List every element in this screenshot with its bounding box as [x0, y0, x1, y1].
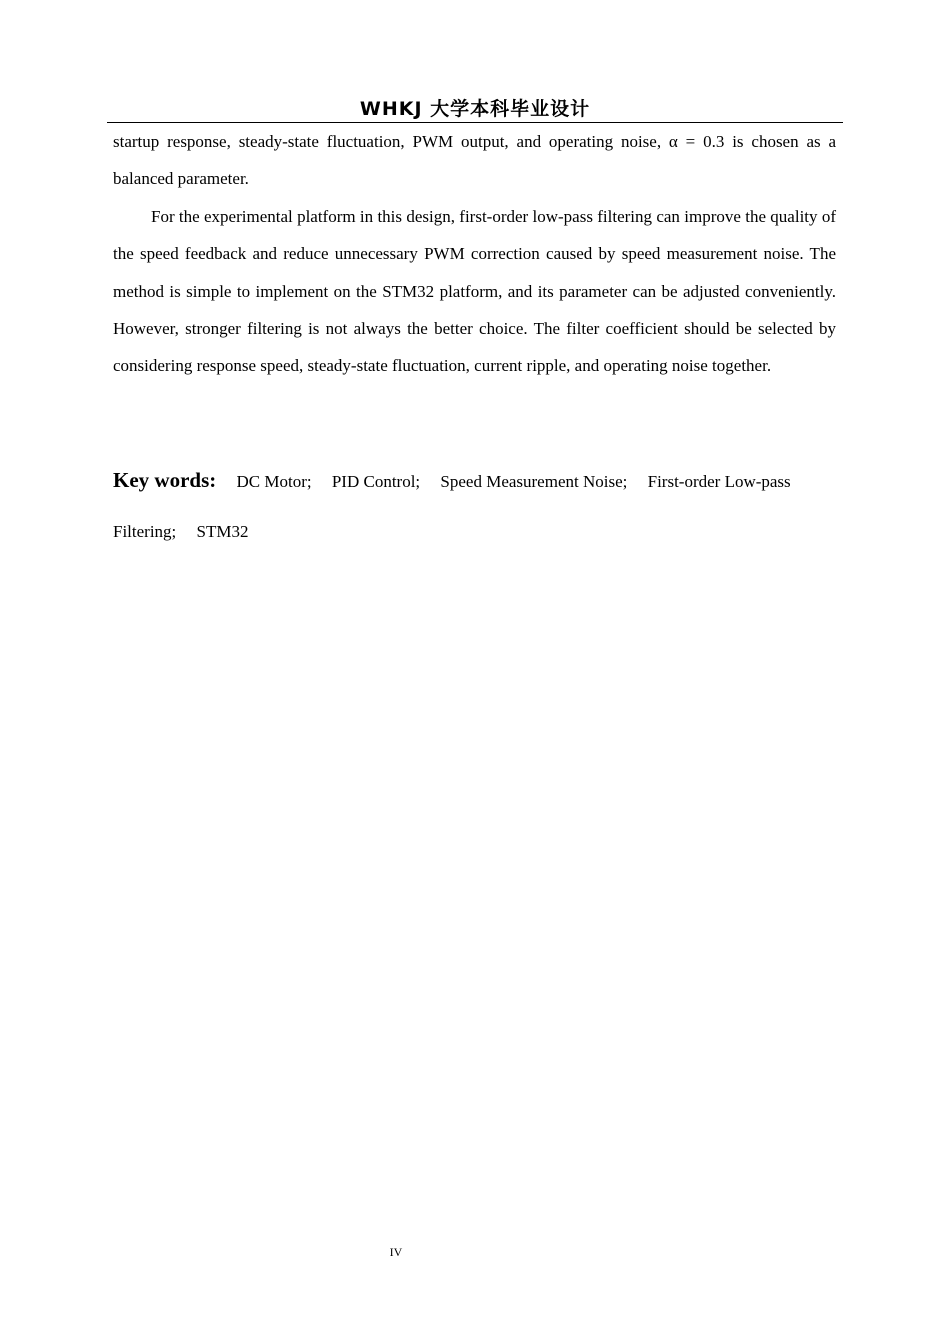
- keywords-section: [113, 455, 836, 557]
- abstract-body: [113, 123, 836, 385]
- keyword-item: First-order Low-pass Filtering;: [113, 472, 791, 541]
- keyword-item: STM32: [196, 522, 249, 541]
- paragraph-continuation: startup response, steady-state fluctuation, PWM output, and operating noise, α = 0.3 is chosen as a balanced parameter.: [113, 132, 836, 189]
- page-number: IV: [389, 1245, 403, 1259]
- keyword-item: PID Control;: [331, 472, 421, 491]
- keyword-item: Speed Measurement Noise;: [440, 472, 628, 491]
- keyword-item: DC Motor;: [236, 472, 312, 491]
- keywords-label: Key words:: [113, 468, 217, 492]
- paragraph-conclusion: For the experimental platform in this design, first-order low-pass filtering can improve the quality of the speed feedback and reduce unnecessary PWM correction caused by speed measurement noise. The method is simple to implement on the STM32 platform, and its parameter can be adjusted conveniently. However, stronger filtering is not always the better choice. The filter coefficient should be selected by considering response speed, steady-state fluctuation, current ripple, and operating noise together.: [113, 206, 836, 376]
- page-header: WHKJ 大学本科毕业设计: [359, 98, 591, 120]
